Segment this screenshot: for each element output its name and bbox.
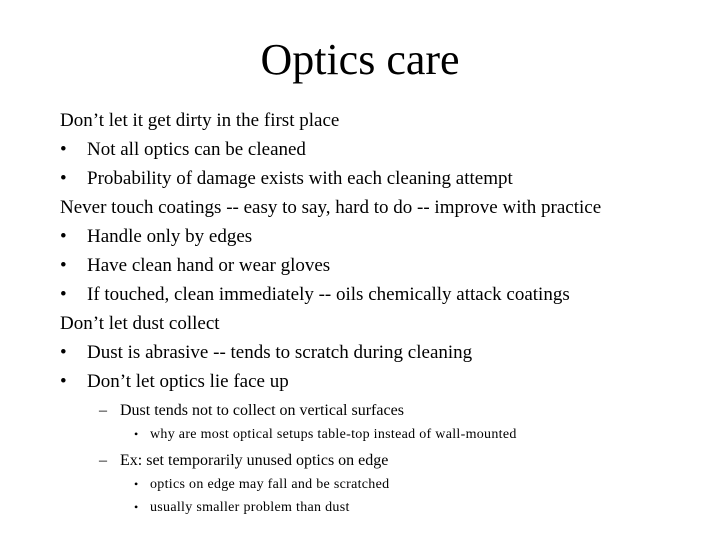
slide-title: Optics care — [260, 35, 460, 84]
line-text: If touched, clean immediately -- oils chemically attack coatings — [87, 284, 570, 305]
sub-sub-bullet-line — [60, 423, 710, 446]
bullet-line — [60, 164, 710, 193]
line-text: usually smaller problem than dust — [150, 500, 350, 515]
bullet-icon: • — [134, 427, 139, 441]
line-text: optics on edge may fall and be scratched — [150, 477, 390, 492]
line-text: why are most optical setups table-top instead of wall-mounted — [150, 427, 517, 442]
line-text: Dust is abrasive -- tends to scratch during cleaning — [87, 342, 473, 363]
heading-line — [60, 106, 710, 135]
dash-icon: – — [99, 452, 107, 469]
bullet-icon: • — [60, 342, 67, 363]
line-text: Not all optics can be cleaned — [87, 139, 306, 160]
bullet-icon: • — [134, 500, 139, 514]
bullet-line — [60, 280, 710, 309]
dash-icon: – — [99, 402, 107, 419]
bullet-icon: • — [60, 371, 67, 392]
bullet-line — [60, 338, 710, 367]
line-text: Don’t let it get dirty in the first place — [60, 110, 340, 131]
bullet-line — [60, 222, 710, 251]
sub-sub-bullet-line — [60, 496, 710, 519]
line-text: Don’t let dust collect — [60, 313, 220, 334]
heading-line — [60, 193, 710, 222]
bullet-icon: • — [60, 139, 67, 160]
bullet-line — [60, 367, 710, 396]
slide-body — [60, 106, 710, 519]
line-text: Have clean hand or wear gloves — [87, 255, 331, 276]
sub-bullet-line — [60, 448, 710, 473]
sub-sub-bullet-line — [60, 473, 710, 496]
bullet-icon: • — [60, 255, 67, 276]
line-text: Ex: set temporarily unused optics on edge — [120, 452, 389, 469]
line-text: Don’t let optics lie face up — [87, 371, 289, 392]
bullet-icon: • — [60, 226, 67, 247]
line-text: Never touch coatings -- easy to say, hard to do -- improve with practice — [60, 197, 602, 218]
bullet-line — [60, 251, 710, 280]
bullet-icon: • — [134, 477, 139, 491]
line-text: Probability of damage exists with each cleaning attempt — [87, 168, 513, 189]
bullet-icon: • — [60, 284, 67, 305]
bullet-line — [60, 135, 710, 164]
bullet-icon: • — [60, 168, 67, 189]
heading-line — [60, 309, 710, 338]
line-text: Handle only by edges — [87, 226, 253, 247]
line-text: Dust tends not to collect on vertical surfaces — [120, 402, 404, 419]
sub-bullet-line — [60, 398, 710, 423]
